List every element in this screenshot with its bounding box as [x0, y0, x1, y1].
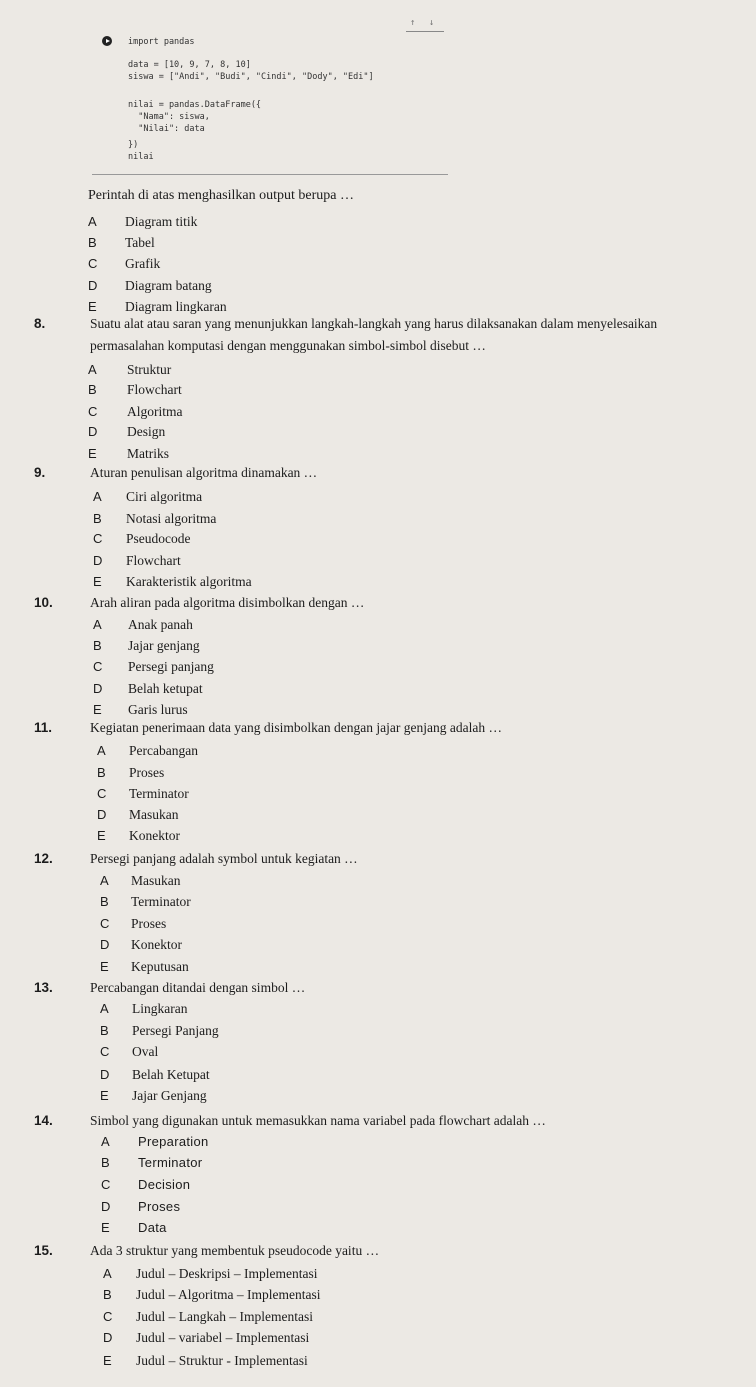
option-letter: C — [93, 531, 103, 546]
code-line: "Nama": siswa, — [128, 112, 210, 122]
option-text: Proses — [131, 916, 167, 931]
option-letter: E — [88, 299, 97, 314]
option-letter: D — [100, 937, 110, 952]
option-letter: C — [100, 1044, 110, 1059]
option-text: Proses — [138, 1199, 181, 1214]
question-text: Percabangan ditandai dengan simbol … — [90, 980, 306, 995]
option-text: Terminator — [131, 894, 191, 909]
question-text: Arah aliran pada algoritma disimbolkan dengan … — [90, 595, 365, 610]
option-text: Oval — [132, 1044, 159, 1059]
option-letter: B — [93, 511, 102, 526]
option-text: Flowchart — [127, 382, 182, 397]
code-line: import pandas — [128, 37, 195, 47]
cell-toolbar-icons[interactable]: ↑ ↓ — [410, 18, 439, 28]
option-text: Flowchart — [126, 553, 181, 568]
option-text: Konektor — [129, 828, 180, 843]
question-number: 15. — [34, 1243, 53, 1258]
option-letter: E — [93, 702, 102, 717]
option-letter: C — [103, 1309, 113, 1324]
toolbar-divider — [406, 31, 444, 32]
question-number: 12. — [34, 851, 53, 866]
option-letter: D — [88, 424, 98, 439]
option-letter: D — [93, 681, 103, 696]
option-text: Matriks — [127, 446, 169, 461]
option-letter: C — [100, 916, 110, 931]
code-line: nilai — [128, 152, 154, 162]
option-text: Decision — [138, 1177, 191, 1192]
option-text: Jajar Genjang — [132, 1088, 207, 1103]
option-letter: C — [88, 404, 98, 419]
option-letter: B — [100, 1023, 109, 1038]
option-letter: A — [100, 1001, 109, 1016]
code-line: "Nilai": data — [128, 124, 205, 134]
option-letter: D — [93, 553, 103, 568]
option-letter: D — [97, 807, 107, 822]
option-letter: A — [93, 617, 102, 632]
question-number: 9. — [34, 465, 46, 480]
option-text: Karakteristik algoritma — [126, 574, 252, 589]
option-letter: E — [100, 1088, 109, 1103]
question-text: Aturan penulisan algoritma dinamakan … — [90, 465, 318, 480]
option-text: Judul – Langkah – Implementasi — [136, 1309, 313, 1324]
option-text: Percabangan — [129, 743, 198, 758]
question-text: permasalahan komputasi dengan menggunakan simbol-simbol disebut … — [90, 338, 486, 353]
option-letter: A — [97, 743, 106, 758]
question-text: Persegi panjang adalah symbol untuk kegiatan … — [90, 851, 358, 866]
option-letter: D — [88, 278, 98, 293]
question-text: Suatu alat atau saran yang menunjukkan langkah-langkah yang harus dilaksanakan dalam menyelesaikan — [90, 316, 658, 331]
question-text: Simbol yang digunakan untuk memasukkan nama variabel pada flowchart adalah … — [90, 1113, 546, 1128]
code-line: }) — [128, 140, 139, 150]
option-text: Algoritma — [127, 404, 183, 419]
option-letter: C — [93, 659, 103, 674]
option-text: Tabel — [125, 235, 155, 250]
option-letter: A — [88, 362, 97, 377]
code-line: siswa = ["Andi", "Budi", "Cindi", "Dody", "Edi"] — [128, 72, 374, 82]
code-line: data = [10, 9, 7, 8, 10] — [128, 60, 251, 70]
option-letter: B — [88, 235, 97, 250]
option-text: Diagram titik — [125, 214, 198, 229]
option-text: Grafik — [125, 256, 161, 271]
option-text: Anak panah — [128, 617, 193, 632]
option-letter: E — [103, 1353, 112, 1368]
option-letter: C — [88, 256, 98, 271]
question-number: 11. — [34, 720, 53, 735]
question-text: Kegiatan penerimaan data yang disimbolkan dengan jajar genjang adalah … — [90, 720, 502, 735]
option-letter: D — [100, 1067, 110, 1082]
option-text: Jajar genjang — [128, 638, 200, 653]
option-letter: C — [101, 1177, 111, 1192]
question-number: 10. — [34, 595, 53, 610]
option-text: Garis lurus — [128, 702, 188, 717]
option-letter: B — [93, 638, 102, 653]
option-letter: A — [88, 214, 97, 229]
option-letter: E — [101, 1220, 110, 1235]
option-text: Terminator — [129, 786, 189, 801]
option-text: Design — [127, 424, 166, 439]
code-line: nilai = pandas.DataFrame({ — [128, 100, 262, 110]
option-text: Persegi Panjang — [132, 1023, 219, 1038]
option-text: Notasi algoritma — [126, 511, 217, 526]
option-text: Judul – variabel – Implementasi — [136, 1330, 310, 1345]
question-number: 8. — [34, 316, 46, 331]
option-letter: A — [101, 1134, 110, 1149]
option-text: Masukan — [129, 807, 179, 822]
option-letter: A — [100, 873, 109, 888]
option-text: Persegi panjang — [128, 659, 214, 674]
option-letter: B — [103, 1287, 112, 1302]
option-text: Struktur — [127, 362, 172, 377]
option-letter: D — [103, 1330, 113, 1345]
option-letter: E — [97, 828, 106, 843]
prompt-text: Perintah di atas menghasilkan output berupa … — [88, 188, 354, 203]
option-letter: D — [101, 1199, 111, 1214]
option-letter: B — [100, 894, 109, 909]
code-cell — [92, 18, 448, 175]
option-letter: B — [97, 765, 106, 780]
question-number: 13. — [34, 980, 53, 995]
option-text: Data — [138, 1220, 167, 1235]
option-text: Judul – Deskripsi – Implementasi — [136, 1266, 318, 1281]
option-letter: E — [93, 574, 102, 589]
option-text: Keputusan — [131, 959, 189, 974]
option-letter: A — [103, 1266, 112, 1281]
question-number: 14. — [34, 1113, 53, 1128]
option-text: Masukan — [131, 873, 181, 888]
option-text: Diagram lingkaran — [125, 299, 227, 314]
option-text: Judul – Algoritma – Implementasi — [136, 1287, 321, 1302]
option-text: Belah Ketupat — [132, 1067, 210, 1082]
option-letter: A — [93, 489, 102, 504]
option-text: Diagram batang — [125, 278, 212, 293]
run-cell-icon[interactable] — [102, 36, 112, 46]
option-text: Ciri algoritma — [126, 489, 203, 504]
option-text: Konektor — [131, 937, 182, 952]
option-text: Preparation — [138, 1134, 209, 1149]
option-text: Terminator — [138, 1155, 203, 1170]
option-letter: C — [97, 786, 107, 801]
option-text: Proses — [129, 765, 165, 780]
option-text: Judul – Struktur - Implementasi — [136, 1353, 308, 1368]
option-letter: E — [100, 959, 109, 974]
option-text: Belah ketupat — [128, 681, 203, 696]
option-letter: B — [88, 382, 97, 397]
option-letter: E — [88, 446, 97, 461]
option-text: Lingkaran — [132, 1001, 188, 1016]
option-text: Pseudocode — [126, 531, 191, 546]
question-text: Ada 3 struktur yang membentuk pseudocode yaitu … — [90, 1243, 380, 1258]
option-letter: B — [101, 1155, 110, 1170]
